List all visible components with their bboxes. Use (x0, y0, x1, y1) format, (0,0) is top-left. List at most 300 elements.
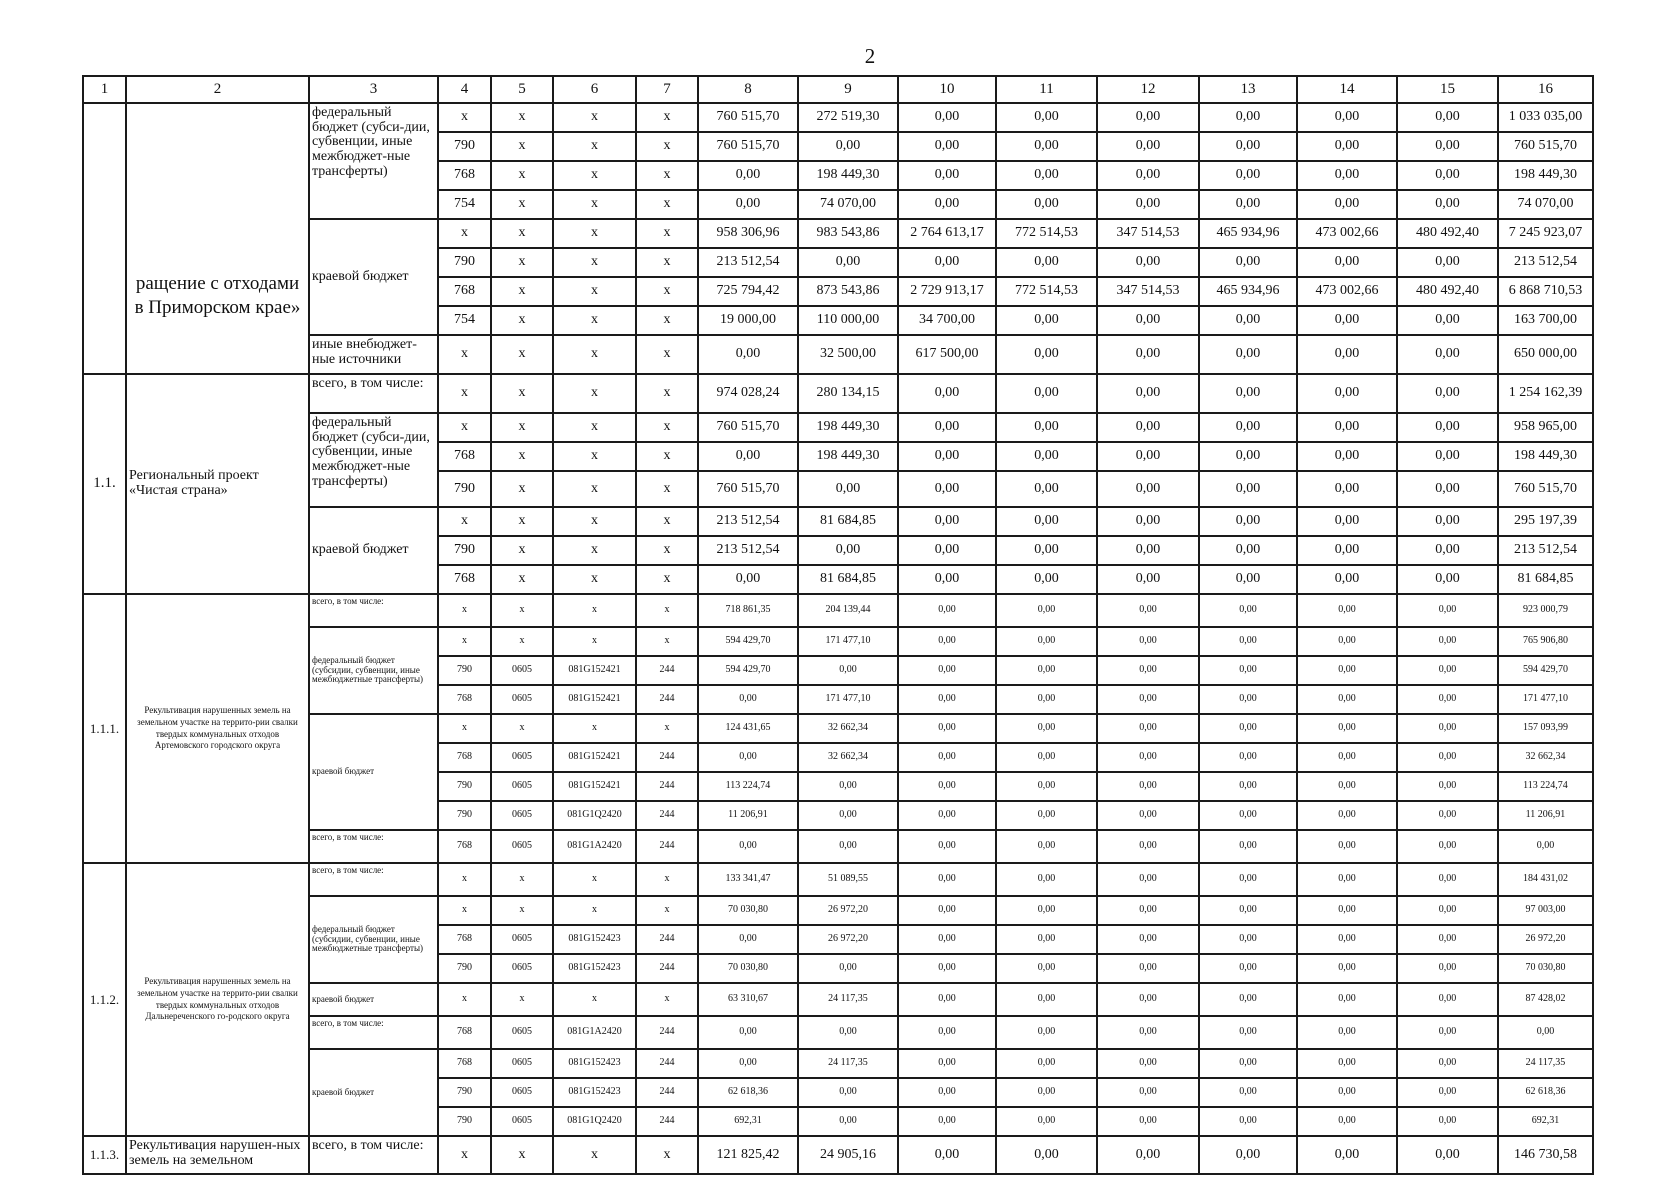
value-cell: 32 662,34 (798, 743, 898, 772)
section-name: ращение с отходами в Приморском крае» (126, 103, 309, 374)
value-cell: 32 662,34 (1498, 743, 1593, 772)
value-cell: 184 431,02 (1498, 863, 1593, 896)
fund-source-label: краевой бюджет (309, 1049, 438, 1136)
value-cell: 0605 (491, 656, 553, 685)
value-cell: 198 449,30 (1498, 161, 1593, 190)
value-cell: 760 515,70 (698, 132, 798, 161)
value-cell: 790 (438, 471, 491, 507)
table-body (83, 76, 1593, 1174)
value-cell: 0,00 (996, 471, 1097, 507)
value-cell: 0,00 (1297, 594, 1397, 627)
value-cell: 110 000,00 (798, 306, 898, 335)
value-cell: 0,00 (1397, 1078, 1498, 1107)
value-cell: 0,00 (898, 507, 996, 536)
value-cell: х (636, 896, 698, 925)
value-cell: 0,00 (1199, 594, 1297, 627)
value-cell: 473 002,66 (1297, 277, 1397, 306)
column-header: 3 (309, 76, 438, 103)
value-cell: х (491, 161, 553, 190)
value-cell: 0605 (491, 801, 553, 830)
value-cell: 24 117,35 (1498, 1049, 1593, 1078)
fund-source-label: всего, в том числе: (309, 1136, 438, 1174)
value-cell: 0,00 (1199, 306, 1297, 335)
value-cell: 0,00 (1097, 714, 1199, 743)
value-cell: 0,00 (1297, 983, 1397, 1016)
value-cell: 0,00 (1397, 190, 1498, 219)
value-cell: х (491, 306, 553, 335)
value-cell: 0,00 (798, 801, 898, 830)
value-cell: х (438, 413, 491, 442)
value-cell: 0,00 (1199, 565, 1297, 594)
value-cell: 0,00 (1397, 772, 1498, 801)
value-cell: х (636, 594, 698, 627)
column-header: 10 (898, 76, 996, 103)
value-cell: 0,00 (1397, 594, 1498, 627)
value-cell: 958 965,00 (1498, 413, 1593, 442)
value-cell: х (438, 714, 491, 743)
value-cell: 0,00 (1297, 772, 1397, 801)
value-cell: х (491, 277, 553, 306)
value-cell: 081G152421 (553, 685, 636, 714)
value-cell: 0,00 (1297, 442, 1397, 471)
value-cell: 171 477,10 (1498, 685, 1593, 714)
value-cell: х (491, 565, 553, 594)
value-cell: х (636, 374, 698, 413)
value-cell: 760 515,70 (698, 413, 798, 442)
value-cell: 0,00 (1297, 190, 1397, 219)
value-cell: 0,00 (698, 1049, 798, 1078)
value-cell: 0,00 (1199, 471, 1297, 507)
value-cell: 692,31 (1498, 1107, 1593, 1136)
value-cell: 0,00 (1397, 830, 1498, 863)
value-cell: 0,00 (1397, 248, 1498, 277)
value-cell: х (636, 306, 698, 335)
value-cell: 0605 (491, 925, 553, 954)
column-header: 2 (126, 76, 309, 103)
value-cell: х (553, 190, 636, 219)
value-cell: 62 618,36 (698, 1078, 798, 1107)
table-row (83, 413, 1593, 442)
value-cell: 790 (438, 656, 491, 685)
fund-source-label: всего, в том числе: (309, 830, 438, 863)
value-cell: 0,00 (1097, 248, 1199, 277)
value-cell: х (553, 594, 636, 627)
value-cell: 0,00 (1297, 830, 1397, 863)
value-cell: 0,00 (996, 594, 1097, 627)
value-cell: 0,00 (1397, 925, 1498, 954)
column-header: 1 (83, 76, 126, 103)
value-cell: х (438, 219, 491, 248)
value-cell: 204 139,44 (798, 594, 898, 627)
value-cell: 081G1A2420 (553, 1016, 636, 1049)
value-cell: 0,00 (1297, 627, 1397, 656)
value-cell: х (438, 374, 491, 413)
value-cell: 768 (438, 743, 491, 772)
value-cell: 760 515,70 (698, 471, 798, 507)
value-cell: 0,00 (996, 896, 1097, 925)
section-name: Рекультивация нарушен-ных земель на земельном (126, 1136, 309, 1174)
value-cell: 974 028,24 (698, 374, 798, 413)
value-cell: 0,00 (1097, 132, 1199, 161)
value-cell: 347 514,53 (1097, 277, 1199, 306)
value-cell: 0,00 (996, 627, 1097, 656)
value-cell: х (491, 536, 553, 565)
value-cell: 0,00 (698, 190, 798, 219)
table-row (83, 374, 1593, 413)
value-cell: 0,00 (996, 190, 1097, 219)
value-cell: х (438, 507, 491, 536)
value-cell: х (491, 594, 553, 627)
value-cell: 0,00 (1097, 954, 1199, 983)
table-row (83, 863, 1593, 896)
value-cell: х (636, 863, 698, 896)
value-cell: х (553, 103, 636, 132)
table-row (83, 1136, 1593, 1174)
section-name: Региональный проект «Чистая страна» (126, 374, 309, 594)
value-cell: х (553, 471, 636, 507)
value-cell: 0,00 (996, 830, 1097, 863)
value-cell: х (636, 714, 698, 743)
value-cell: 0,00 (1199, 190, 1297, 219)
value-cell: 213 512,54 (698, 536, 798, 565)
value-cell: х (636, 565, 698, 594)
value-cell: 26 972,20 (798, 896, 898, 925)
value-cell: 198 449,30 (1498, 442, 1593, 471)
value-cell: 0,00 (1297, 954, 1397, 983)
value-cell: х (491, 248, 553, 277)
value-cell: 0,00 (898, 627, 996, 656)
value-cell: 0,00 (798, 1107, 898, 1136)
value-cell: 0,00 (1097, 656, 1199, 685)
value-cell: х (636, 219, 698, 248)
value-cell: х (438, 335, 491, 374)
value-cell: 0,00 (798, 1078, 898, 1107)
value-cell: 0,00 (1097, 925, 1199, 954)
value-cell: 0,00 (1199, 335, 1297, 374)
value-cell: 32 662,34 (798, 714, 898, 743)
value-cell: 198 449,30 (798, 413, 898, 442)
value-cell: 0,00 (898, 594, 996, 627)
value-cell: 0,00 (996, 413, 1097, 442)
value-cell: 0,00 (1397, 801, 1498, 830)
value-cell: 0,00 (1097, 627, 1199, 656)
value-cell: 0,00 (1097, 1016, 1199, 1049)
value-cell: 0,00 (1097, 594, 1199, 627)
value-cell: 0,00 (1297, 306, 1397, 335)
value-cell: 0,00 (898, 536, 996, 565)
value-cell: 213 512,54 (698, 248, 798, 277)
row-id-cell: 1.1.3. (83, 1136, 126, 1174)
value-cell: 124 431,65 (698, 714, 798, 743)
value-cell: 0,00 (1397, 335, 1498, 374)
value-cell: х (553, 536, 636, 565)
value-cell: х (553, 132, 636, 161)
value-cell: 0,00 (898, 1078, 996, 1107)
value-cell: 0605 (491, 1107, 553, 1136)
value-cell: 465 934,96 (1199, 219, 1297, 248)
value-cell: 0,00 (1199, 507, 1297, 536)
table-row (83, 219, 1593, 248)
value-cell: х (636, 190, 698, 219)
value-cell: х (438, 983, 491, 1016)
value-cell: 0,00 (1097, 685, 1199, 714)
value-cell: х (491, 863, 553, 896)
value-cell: 0605 (491, 743, 553, 772)
value-cell: 0,00 (1199, 714, 1297, 743)
value-cell: х (553, 896, 636, 925)
value-cell: 0605 (491, 954, 553, 983)
value-cell: 0,00 (1097, 1078, 1199, 1107)
table-row (83, 1016, 1593, 1049)
value-cell: 0,00 (1297, 507, 1397, 536)
fund-source-label: краевой бюджет (309, 219, 438, 335)
value-cell: 0,00 (898, 471, 996, 507)
value-cell: х (553, 714, 636, 743)
value-cell: 790 (438, 772, 491, 801)
value-cell: 121 825,42 (698, 1136, 798, 1174)
value-cell: 790 (438, 801, 491, 830)
table-row (83, 103, 1593, 132)
value-cell: 0,00 (1097, 442, 1199, 471)
value-cell: 0605 (491, 1016, 553, 1049)
value-cell: х (491, 627, 553, 656)
value-cell: 790 (438, 954, 491, 983)
value-cell: 0,00 (1097, 161, 1199, 190)
value-cell: 0,00 (1097, 830, 1199, 863)
value-cell: х (438, 103, 491, 132)
value-cell: 650 000,00 (1498, 335, 1593, 374)
value-cell: 2 729 913,17 (898, 277, 996, 306)
value-cell: 0,00 (898, 714, 996, 743)
value-cell: 081G152423 (553, 1078, 636, 1107)
value-cell: 0,00 (1199, 442, 1297, 471)
value-cell: 0,00 (1397, 863, 1498, 896)
value-cell: 6 868 710,53 (1498, 277, 1593, 306)
value-cell: 113 224,74 (698, 772, 798, 801)
row-id-cell: 1.1.2. (83, 863, 126, 1136)
value-cell: 0,00 (1199, 983, 1297, 1016)
value-cell: х (491, 1136, 553, 1174)
value-cell: 81 684,85 (798, 565, 898, 594)
value-cell: 244 (636, 1049, 698, 1078)
value-cell: 0,00 (1199, 627, 1297, 656)
value-cell: 0,00 (898, 161, 996, 190)
value-cell: 760 515,70 (1498, 132, 1593, 161)
value-cell: 0,00 (1297, 161, 1397, 190)
value-cell: 0,00 (698, 442, 798, 471)
value-cell: 0,00 (1397, 507, 1498, 536)
value-cell: 0605 (491, 772, 553, 801)
value-cell: 244 (636, 1016, 698, 1049)
value-cell: 0,00 (698, 335, 798, 374)
fund-source-label: федеральный бюджет (субсидии, субвенции, иные межбюджетные трансферты) (309, 627, 438, 714)
value-cell: 74 070,00 (1498, 190, 1593, 219)
value-cell: х (636, 983, 698, 1016)
value-cell: х (636, 507, 698, 536)
value-cell: 213 512,54 (698, 507, 798, 536)
value-cell: 0,00 (698, 830, 798, 863)
column-header: 9 (798, 76, 898, 103)
value-cell: х (553, 306, 636, 335)
value-cell: 0,00 (1498, 830, 1593, 863)
value-cell: х (491, 507, 553, 536)
value-cell: 347 514,53 (1097, 219, 1199, 248)
value-cell: 0,00 (1097, 983, 1199, 1016)
value-cell: х (553, 374, 636, 413)
value-cell: 0,00 (898, 374, 996, 413)
value-cell: 24 905,16 (798, 1136, 898, 1174)
value-cell: 790 (438, 248, 491, 277)
column-header: 6 (553, 76, 636, 103)
value-cell: х (553, 507, 636, 536)
value-cell: х (491, 896, 553, 925)
fund-source-label: всего, в том числе: (309, 594, 438, 627)
value-cell: 958 306,96 (698, 219, 798, 248)
value-cell: 0,00 (996, 103, 1097, 132)
value-cell: 0,00 (898, 830, 996, 863)
value-cell: 0,00 (1097, 413, 1199, 442)
value-cell: 133 341,47 (698, 863, 798, 896)
value-cell: 0,00 (1297, 536, 1397, 565)
value-cell: 0,00 (1397, 374, 1498, 413)
value-cell: 2 764 613,17 (898, 219, 996, 248)
value-cell: 0,00 (996, 132, 1097, 161)
value-cell: 0,00 (996, 656, 1097, 685)
value-cell: х (636, 536, 698, 565)
value-cell: 0,00 (1097, 1136, 1199, 1174)
value-cell: 244 (636, 743, 698, 772)
value-cell: 0,00 (798, 132, 898, 161)
value-cell: 0,00 (798, 1016, 898, 1049)
value-cell: 692,31 (698, 1107, 798, 1136)
value-cell: 26 972,20 (1498, 925, 1593, 954)
value-cell: 272 519,30 (798, 103, 898, 132)
value-cell: 081G1A2420 (553, 830, 636, 863)
value-cell: 0,00 (798, 536, 898, 565)
value-cell: 0,00 (1199, 413, 1297, 442)
value-cell: 594 429,70 (698, 627, 798, 656)
column-header: 13 (1199, 76, 1297, 103)
value-cell: 0,00 (898, 413, 996, 442)
value-cell: х (553, 248, 636, 277)
value-cell: х (636, 277, 698, 306)
value-cell: 70 030,80 (698, 954, 798, 983)
value-cell: 0,00 (898, 925, 996, 954)
value-cell: 0,00 (1397, 565, 1498, 594)
value-cell: 0,00 (1199, 896, 1297, 925)
value-cell: 0,00 (898, 685, 996, 714)
value-cell: 0,00 (1199, 772, 1297, 801)
fund-source-label: всего, в том числе: (309, 374, 438, 413)
value-cell: 244 (636, 772, 698, 801)
value-cell: 0,00 (1297, 413, 1397, 442)
value-cell: х (636, 335, 698, 374)
budget-table (82, 75, 1594, 1175)
value-cell: 0,00 (798, 954, 898, 983)
value-cell: 0,00 (898, 801, 996, 830)
table-row (83, 714, 1593, 743)
value-cell: 1 254 162,39 (1498, 374, 1593, 413)
value-cell: 0,00 (996, 248, 1097, 277)
value-cell: 198 449,30 (798, 161, 898, 190)
value-cell: 081G152421 (553, 743, 636, 772)
value-cell: 0,00 (1297, 374, 1397, 413)
value-cell: 0,00 (1199, 743, 1297, 772)
value-cell: 768 (438, 925, 491, 954)
value-cell: 0,00 (1199, 925, 1297, 954)
value-cell: 0,00 (1297, 743, 1397, 772)
column-header: 8 (698, 76, 798, 103)
value-cell: 0,00 (1397, 442, 1498, 471)
value-cell: х (491, 714, 553, 743)
value-cell: х (636, 413, 698, 442)
value-cell: 171 477,10 (798, 685, 898, 714)
value-cell: 0,00 (698, 1016, 798, 1049)
value-cell: 790 (438, 1078, 491, 1107)
value-cell: х (491, 103, 553, 132)
value-cell: 0,00 (1397, 1049, 1498, 1078)
value-cell: 0,00 (996, 161, 1097, 190)
fund-source-label: федеральный бюджет (субси-дии, субвенции, иные межбюджет-ные трансферты) (309, 413, 438, 507)
table-row (83, 830, 1593, 863)
value-cell: х (636, 627, 698, 656)
value-cell: 765 906,80 (1498, 627, 1593, 656)
value-cell: 0,00 (1297, 132, 1397, 161)
value-cell: 0,00 (898, 1016, 996, 1049)
value-cell: 0,00 (1397, 954, 1498, 983)
table-row (83, 983, 1593, 1016)
value-cell: 0605 (491, 1049, 553, 1078)
value-cell: 768 (438, 1016, 491, 1049)
value-cell: х (438, 594, 491, 627)
value-cell: 146 730,58 (1498, 1136, 1593, 1174)
value-cell: 26 972,20 (798, 925, 898, 954)
value-cell: х (491, 335, 553, 374)
value-cell: 213 512,54 (1498, 536, 1593, 565)
value-cell: 0,00 (1199, 132, 1297, 161)
value-cell: х (491, 983, 553, 1016)
value-cell: 87 428,02 (1498, 983, 1593, 1016)
value-cell: 0,00 (898, 103, 996, 132)
column-header: 4 (438, 76, 491, 103)
value-cell: 0,00 (1199, 161, 1297, 190)
value-cell: 0,00 (798, 248, 898, 277)
value-cell: х (553, 219, 636, 248)
value-cell: 0605 (491, 1078, 553, 1107)
value-cell: 0,00 (1397, 656, 1498, 685)
value-cell: х (636, 248, 698, 277)
value-cell: 0605 (491, 685, 553, 714)
value-cell: 0,00 (996, 374, 1097, 413)
value-cell: х (553, 161, 636, 190)
value-cell: 0,00 (996, 536, 1097, 565)
value-cell: х (636, 442, 698, 471)
value-cell: 0,00 (898, 896, 996, 925)
value-cell: х (491, 219, 553, 248)
value-cell: 768 (438, 830, 491, 863)
value-cell: 70 030,80 (1498, 954, 1593, 983)
value-cell: х (553, 983, 636, 1016)
row-id-cell (83, 103, 126, 374)
value-cell: 081G152423 (553, 1049, 636, 1078)
value-cell: 0,00 (1397, 983, 1498, 1016)
value-cell: 11 206,91 (698, 801, 798, 830)
value-cell: 0,00 (898, 743, 996, 772)
value-cell: 768 (438, 1049, 491, 1078)
value-cell: 0,00 (1199, 536, 1297, 565)
value-cell: х (636, 471, 698, 507)
value-cell: 0,00 (1097, 1049, 1199, 1078)
